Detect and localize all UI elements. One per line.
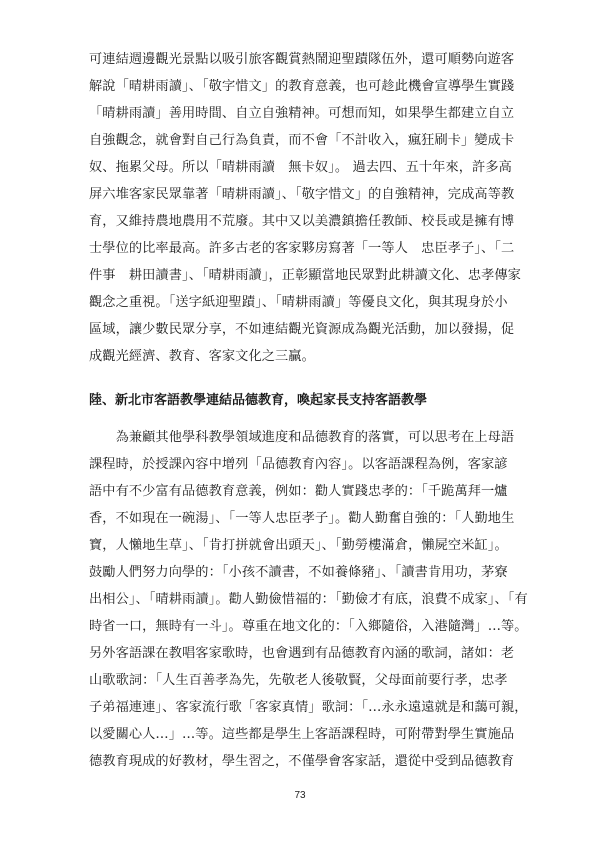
- paragraph-hakka-character-education: [89, 424, 528, 775]
- text-line: 育，又維持農地農用不荒廢。其中又以美濃鎮擔任教師、校長或是擁有博: [89, 214, 515, 229]
- text-line: 件事 耕田讀書」、「晴耕雨讀」，正彰顯當地民眾對此耕讀文化、忠孝傳家: [89, 268, 521, 283]
- text-line: 以愛關心人…」…等。這些都是學生上客語課程時，可附帶對學生實施品: [89, 727, 515, 742]
- text-line: 屏六堆客家民眾靠著「晴耕雨讀」、「敬字惜文」的自強精神，完成高等教: [89, 187, 515, 202]
- text-line: 自強觀念，就會對自己行為負責，而不會「不計收入，瘋狂刷卡」變成卡: [89, 133, 515, 148]
- text-line: 時省一口，無時有一斗」。尊重在地文化的：「入鄉隨俗，入港隨灣」…等。: [89, 619, 528, 634]
- section-heading: 陸、新北市客語教學連結品德教育，喚起家長支持客語教學: [89, 393, 428, 408]
- text-line: 課程時，於授課內容中增列「品德教育內容」。以客語課程為例，客家諺: [89, 457, 508, 472]
- text-line: 語中有不少富有品德教育意義，例如：勸人實踐忠孝的：「千跪萬拜一爐: [89, 484, 508, 499]
- text-line: 成觀光經濟、教育、客家文化之三贏。: [89, 349, 315, 364]
- text-line: 另外客語課在教唱客家歌時，也會遇到有品德教育內涵的歌詞，諸如：老: [89, 646, 515, 661]
- text-line: 寶，人懶地生草」、「肯打拼就會出頭天」、「勤勞樓滿倉，懶屍空米缸」。: [89, 538, 508, 553]
- text-line: 鼓勵人們努力向學的：「小孩不讀書，不如養條豬」、「讀書肯用功，茅寮: [89, 565, 508, 580]
- text-line: 區域，讓少數民眾分享，不如連結觀光資源成為觀光活動，加以發揚，促: [89, 322, 515, 337]
- text-line: 奴、拖累父母。所以「晴耕雨讀 無卡奴」。 過去四、五十年來，許多高: [89, 160, 512, 175]
- text-line: 子弟福連連」、客家流行歌「客家真情」歌詞：「…永永遠遠就是和藹可親，: [89, 700, 528, 715]
- document-page: [89, 46, 528, 775]
- text-line: 山歌歌詞：「人生百善孝為先，先敬老人後敬賢，父母面前要行孝，忠孝: [89, 673, 508, 688]
- page-number: 73: [294, 790, 306, 801]
- paragraph-tourism-education: [89, 46, 521, 370]
- text-line: 可連結週邊觀光景點以吸引旅客觀賞熱鬧迎聖蹟隊伍外，還可順勢向遊客: [89, 52, 515, 67]
- text-line: 解說「晴耕雨讀」、「敬字惜文」的教育意義，也可趁此機會宣導學生實踐: [89, 79, 515, 94]
- text-line: 為兼顧其他學科教學領域進度和品德教育的落實，可以思考在上母語: [89, 430, 515, 445]
- text-line: 德教育現成的好教材，學生習之，不僅學會客家話，還從中受到品德教育: [89, 754, 515, 769]
- text-line: 出相公」、「晴耕雨讀」。勸人勤儉惜福的：「勤儉才有底，浪費不成家」、「有: [89, 592, 528, 607]
- text-line: 「晴耕雨讀」善用時間、自立自強精神。可想而知，如果學生都建立自立: [89, 106, 515, 121]
- text-line: 香，不如現在一碗湯」、「一等人忠臣孝子」。勸人勤奮自強的：「人勤地生: [89, 511, 515, 526]
- text-line: 士學位的比率最高。許多古老的客家夥房寫著「一等人 忠臣孝子」、「二: [89, 241, 515, 256]
- text-line: 觀念之重視。「送字紙迎聖蹟」、「晴耕雨讀」等優良文化，與其現身於小: [89, 295, 508, 310]
